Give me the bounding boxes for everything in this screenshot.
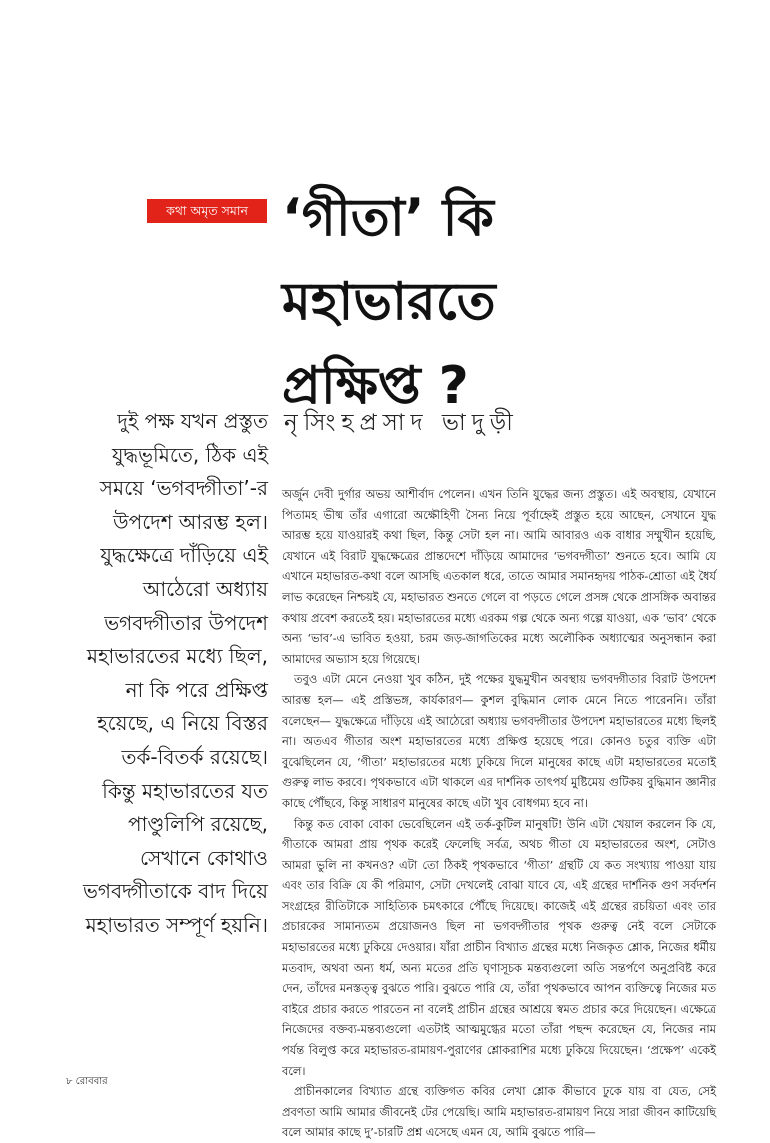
pull-quote-line: সেখানে কোথাও: [140, 845, 268, 870]
pull-quote-line: সময়ে ‘ভগবদ্গীতা’-র: [99, 476, 268, 501]
body-paragraph: তবুও এটা মেনে নেওয়া খুব কঠিন, দুই পক্ষের যুদ্ধমুখীন অবস্থায় ভগবদ্গীতার বিরাট উপদেশ আরম্ভ হল— এই প্রস্তিভঙ্গ, কার্যকারণ— কুশল বুদ্ধিমান লোক মেনে নিতে পারেননি। তাঁরা বলেছেন— যুদ্ধক্ষেত্রে দাঁড়িয়ে এই আঠেরো অধ্যায় ভগবদ্গীতার উপদেশ মহাভারতের মধ্যে ছিলই না। অতএব গীতার অংশ মহাভারতের মধ্যে প্রক্ষিপ্ত হয়েছে পরে। কোনও চতুর ব্যক্তি এটা বুঝেছিলেন যে, ‘গীতা’ মহাভারতের মধ্যে ঢুকিয়ে দিলে মানুষের কাছে এটা মহাভারতের মতোই গুরুত্ব লাভ করবে। পৃথকভাবে এটা থাকলে এর দার্শনিক তাৎপর্য মুষ্টিমেয় গুটিকয় বুদ্ধিমান জ্ঞানীর কাছে পৌঁছবে, কিন্তু সাধারণ মানুষের কাছে এটা খুব বোধগম্য হবে না।: [282, 672, 716, 810]
pull-quote-line: আঠেরো অধ্যায়: [142, 576, 268, 601]
pull-quote-line: পাণ্ডুলিপি রয়েছে,: [128, 812, 268, 837]
pull-quote-line: মহাভারতের মধ্যে ছিল,: [86, 644, 268, 669]
pull-quote-line: না কি পরে প্রক্ষিপ্ত: [125, 677, 268, 702]
pull-quote-line: হয়েছে, এ নিয়ে বিস্তর: [97, 711, 268, 736]
article-title: [282, 176, 752, 428]
pull-quote-line: মহাভারত সম্পূর্ণ হয়নি।: [85, 912, 268, 937]
pull-quote-line: ভগবদ্গীতাকে বাদ দিয়ে: [82, 879, 268, 904]
pull-quote-line: যুদ্ধক্ষেত্রে দাঁড়িয়ে এই: [100, 543, 268, 568]
pull-quote: [64, 405, 268, 943]
pull-quote-line: যুদ্ধভূমিতে, ঠিক এই: [111, 442, 268, 467]
pull-quote-line: দুই পক্ষ যখন প্রস্তুত: [117, 409, 268, 433]
title-line-3: প্রক্ষিপ্ত ?: [282, 356, 469, 416]
body-paragraph: কিন্তু কত বোকা বোকা ভেবেছিলেন এই তর্ক-কুটিল মানুষটি! উনি এটা খেয়াল করলেন কি যে, গীতাকে আমরা প্রায় পৃথক করেই ফেলেছি সর্বত্র, অথচ গীতা যে মহাভারতের অংশ, সেটাও আমরা ভুলি না কখনও? এটা তো ঠিকই পৃথকভাবে ‘গীতা’ গ্রন্থটি যে কত সংখ্যায় পাওয়া যায় এবং তার বিক্রি যে কী পরিমাণ, সেটা দেখলেই বোঝা যাবে যে, এই গ্রন্থের দার্শনিক গুণ সর্বদর্শন সংগ্রহের রীতিটাকে সাহিত্যিক চমৎকারে পৌঁছে দিয়েছে। কাজেই এই গ্রন্থের রচয়িতা এবং তার প্রচারকের সামান্যতম প্রয়োজনও ছিল না ভগবদ্গীতার পৃথক গুরুত্ব নেই বলে সেটাকে মহাভারতের মধ্যে ঢুকিয়ে দেওয়ার। যাঁরা প্রাচীন বিখ্যাত গ্রন্থের মধ্যে নিজকৃত শ্লোক, নিজের ধর্মীয় মতবাদ, অথবা অন্য ধর্ম, অন্য মতের প্রতি ঘৃণাসূচক মন্তব্যগুলো অতি সন্তর্পণে অনুপ্রবিষ্ট করে দেন, তাঁদের মনস্তত্ত্ব বুঝতে পারি। বুঝতে পারি যে, তাঁরা পৃথকভাবে আপন ব্যক্তিত্বে নিজের মত বাইরে প্রচার করতে পারতেন না বলেই প্রাচীন গ্রন্থের আশ্রয়ে স্বমত প্রচার করে দিয়েছেন। এক্ষেত্রে নিজেদের বক্তব্য-মন্তব্যগুলো এতটাই আত্মমুগ্ধের মতো তাঁরা পছন্দ করেছেন যে, নিজের নাম পর্যন্ত বিলুপ্ত করে মহাভারত-রামায়ণ-পুরাণের শ্লোকরাশির মধ্যে ঢুকিয়ে দিয়েছেন। ‘প্রক্ষেপ’ একেই বলে।: [282, 816, 716, 1078]
pull-quote-line: ভগবদ্গীতার উপদেশ: [104, 610, 268, 635]
page-footer: ৮ রোববার: [66, 1076, 108, 1087]
title-line-2: মহাভারতে: [282, 272, 496, 332]
pull-quote-line: কিন্তু মহাভারতের যত: [102, 778, 268, 803]
section-tag: কথা অমৃত সমান: [147, 199, 267, 223]
body-paragraph: অর্জুন দেবী দুর্গার অভয় আশীর্বাদ পেলেন। এখন তিনি যুদ্ধের জন্য প্রস্তুত। এই অবস্থায়, যেখানে পিতামহ ভীষ্ম তাঁর এগারো অক্ষৌহিণী সৈন্য নিয়ে পূর্বাহ্নেই প্রস্তুত হয়ে আছেন, সেখানে যুদ্ধ আরম্ভ হয়ে যাওয়ারই কথা ছিল, কিন্তু সেটা হল না। আমি আবারও এক বাধার সম্মুখীন হয়েছি, যেখানে এই বিরাট যুদ্ধক্ষেত্রের প্রান্তদেশে দাঁড়িয়ে আমাদের ‘ভগবদ্গীতা’ শুনতে হবে। আমি যে এখানে মহাভারত-কথা বলে আসছি এতকাল ধরে, তাতে আমার সমানহৃদয় পাঠক-শ্রোতা এই ধৈর্য লাভ করেছেন নিশ্চয়ই যে, মহাভারত শুনতে গেলে বা পড়তে গেলে প্রসঙ্গ থেকে প্রাসঙ্গিক অবান্তর কথায় প্রবেশ করতেই হয়। মহাভারতের মধ্যে এরকম গল্প থেকে অন্য গল্পে যাওয়া, এক ‘ভাব’ থেকে অন্য ‘ভাব’-এ ভাবিত হওয়া, চরম জড়-জাগতিকের মধ্যে অলৌকিক অধ্যাত্মের অনুসন্ধান করা আমাদের অভ্যাস হয়ে গিয়েছে।: [282, 487, 716, 666]
article-body: [282, 484, 716, 1143]
body-paragraph: প্রাচীনকালের বিখ্যাত গ্রন্থে ব্যক্তিগত কবির লেখা শ্লোক কীভাবে ঢুকে যায় বা যেত, সেই প্রবণতা আমি আমার জীবনেই টের পেয়েছি। আমি মহাভারত-রামায়ণ নিয়ে সারা জীবন কাটিয়েছি বলে আমার কাছে দু’-চারটি প্রশ্ন এসেছে এমন যে, আমি বুঝতে পারি—: [282, 1084, 716, 1140]
pull-quote-line: তর্ক-বিতর্ক রয়েছে।: [121, 744, 268, 769]
pull-quote-line: উপদেশ আরম্ভ হল।: [113, 509, 268, 534]
title-line-1: ‘গীতা’ কি: [282, 188, 494, 248]
author-byline: নৃসিংহপ্রসাদ ভাদুড়ী: [284, 410, 519, 436]
